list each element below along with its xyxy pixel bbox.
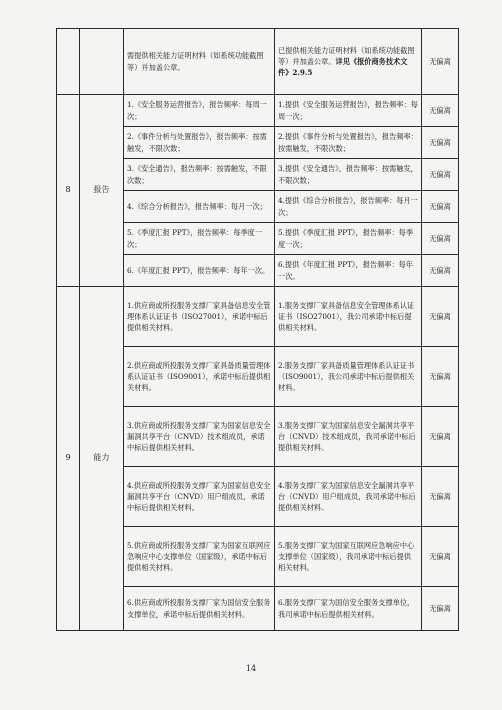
page-number: 14 [245,664,257,673]
table-row [57,29,459,95]
deviation-table [56,28,459,631]
item-number-cell: 9 [57,287,80,631]
response-cell: 5.服务支撑厂家为国家互联网应急响应中心支撑单位（国家级），我司承诺中标后提供相关材料。 [275,527,422,587]
deviation-cell: 无偏离 [422,467,459,527]
category-cell: 报告 [80,95,124,287]
response-cell: 4.服务支撑厂家为国家信息安全漏洞共享平台（CNVD）用户组成员，我司承诺中标后提供相关材料。 [275,467,422,527]
deviation-cell: 无偏离 [422,255,459,287]
response-cell: 2.提供《事件分析与处置报告》，报告频率：按需触发，不限次数； [275,127,422,159]
reference-text: 详见《报价商务技术文件》2.9.5 [278,56,408,78]
deviation-cell: 无偏离 [422,287,459,347]
requirement-cell: 2.供应商或所投服务支撑厂家具备质量管理体系认证证书（ISO9001），承诺中标后提供相关材料。 [124,347,275,407]
deviation-cell: 无偏离 [422,587,459,631]
deviation-cell: 无偏离 [422,347,459,407]
deviation-cell: 无偏离 [422,159,459,191]
deviation-cell: 无偏离 [422,527,459,587]
deviation-cell: 无偏离 [422,223,459,255]
requirement-cell: 3.供应商或所投服务支撑厂家为国家信息安全漏洞共享平台（CNVD）技术组成员，承诺中标后提供相关材料。 [124,407,275,467]
requirement-cell: 3.《安全通告》，报告频率：按需触发，不限次数； [124,159,275,191]
deviation-cell: 无偏离 [422,127,459,159]
category-cell: 能力 [80,287,124,631]
item-number-cell: 8 [57,95,80,287]
table-row [57,287,459,347]
response-cell: 3.提供《安全通告》，报告频率：按需触发，不限次数； [275,159,422,191]
category-cell [80,29,124,95]
deviation-cell: 无偏离 [422,407,459,467]
requirement-cell: 1.《安全服务运营报告》，报告频率：每周一次； [124,95,275,127]
item-number-cell [57,29,80,95]
response-cell: 6.服务支撑厂家为国信安全服务支撑单位，我司承诺中标后提供相关材料。 [275,587,422,631]
response-cell: 4.提供《综合分析报告》，报告频率：每月一次； [275,191,422,223]
table-row [57,95,459,127]
deviation-cell: 无偏离 [422,29,459,95]
requirement-cell: 2.《事件分析与处置报告》，报告频率：按需触发，不限次数； [124,127,275,159]
deviation-cell: 无偏离 [422,95,459,127]
requirement-cell: 6.《年度汇报 PPT》，报告频率：每年一次。 [124,255,275,287]
requirement-cell: 5.供应商或所投服务支撑厂家为国家互联网应急响应中心支撑单位（国家级），承诺中标后提供相关材料。 [124,527,275,587]
response-cell: 1.服务支撑厂家具备信息安全管理体系认证证书（ISO27001），我公司承诺中标后提供相关材料。 [275,287,422,347]
requirement-cell: 4.供应商或所投服务支撑厂家为国家信息安全漏洞共享平台（CNVD）用户组成员，承诺中标后提供相关材料。 [124,467,275,527]
response-cell: 1.提供《安全服务运营报告》，报告频率：每周一次； [275,95,422,127]
response-cell: 2.服务支撑厂家具备质量管理体系认证证书（ISO9001），我公司承诺中标后提供相关材料。 [275,347,422,407]
requirement-cell: 4.《综合分析报告》，报告频率：每月一次； [124,191,275,223]
requirement-cell: 6.供应商或所投服务支撑厂家为国信安全服务支撑单位，承诺中标后提供相关材料。 [124,587,275,631]
deviation-cell: 无偏离 [422,191,459,223]
requirement-cell: 1.供应商或所投服务支撑厂家具备信息安全管理体系认证证书（ISO27001），承诺中标后提供相关材料。 [124,287,275,347]
response-cell: 已提供相关能力证明材料（如系统功能截图等）并加盖公章。详见《报价商务技术文件》2.9.5 [275,29,422,95]
requirement-cell: 5.《季度汇报 PPT》，报告频率：每季度一次； [124,223,275,255]
requirement-cell: 需提供相关能力证明材料（如系统功能截图等）并加盖公章。 [124,29,275,95]
response-cell: 5.提供《季度汇报 PPT》，报告频率：每季度一次； [275,223,422,255]
response-cell: 6.提供《年度汇报 PPT》，报告频率：每年一次。 [275,255,422,287]
response-cell: 3.服务支撑厂家为国家信息安全漏洞共享平台（CNVD）技术组成员，我司承诺中标后提供相关材料。 [275,407,422,467]
